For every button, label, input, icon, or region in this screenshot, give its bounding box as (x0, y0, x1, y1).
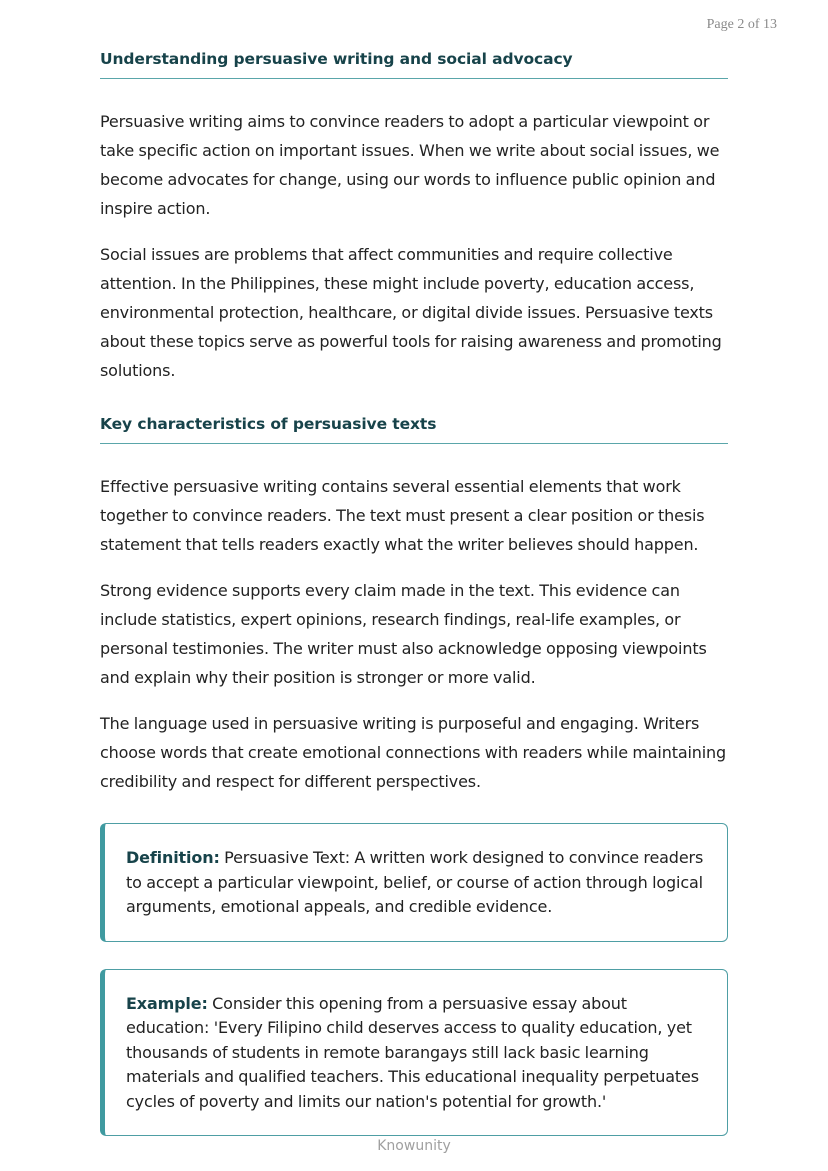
definition-label: Definition: (126, 848, 220, 867)
paragraph: Effective persuasive writing contains several essential elements that work together to convince readers. The text must present a clear position or thesis statement that tells readers exactly what the writer believes should happen. (100, 477, 705, 554)
section-heading-persuasive-writing: Understanding persuasive writing and social advocacy (100, 50, 728, 79)
paragraph: Strong evidence supports every claim made in the text. This evidence can include statistics, expert opinions, research findings, real-life examples, or personal testimonies. The writer must also acknowledge opposing viewpoints and explain why their position is stronger or more valid. (100, 581, 707, 687)
paragraph: Social issues are problems that affect communities and require collective attention. In the Philippines, these might include poverty, education access, environmental protection, healthcare, or digital divide issues. Persuasive texts about these topics serve as powerful tools for raising awareness and promoting solutions. (100, 245, 722, 380)
paragraph: Persuasive writing aims to convince readers to adopt a particular viewpoint or take specific action on important issues. When we write about social issues, we become advocates for change, using our words to influence public opinion and inspire action. (100, 112, 720, 218)
example-text: Consider this opening from a persuasive essay about education: 'Every Filipino child deserves access to quality education, yet thousands of students in remote barangays still lack basic learning materials and qualified teachers. This educational inequality perpetuates cycles of poverty and limits our nation's potential for growth.' (126, 993, 699, 1111)
footer-brand: Knowunity (377, 1138, 451, 1154)
page-content (100, 50, 728, 1136)
page-number: Page 2 of 13 (706, 17, 777, 32)
definition-text: Persuasive Text: A written work designed to convince readers to accept a particular viewpoint, belief, or course of action through logical arguments, emotional appeals, and credible evidence. (126, 848, 704, 916)
example-label: Example: (126, 993, 208, 1013)
example-box (100, 969, 728, 1137)
paragraph: The language used in persuasive writing is purposeful and engaging. Writers choose words that create emotional connections with readers while maintaining credibility and respect for different perspectives. (100, 714, 727, 791)
section-heading-key-characteristics: Key characteristics of persuasive texts (100, 415, 728, 444)
definition-box (100, 823, 728, 942)
